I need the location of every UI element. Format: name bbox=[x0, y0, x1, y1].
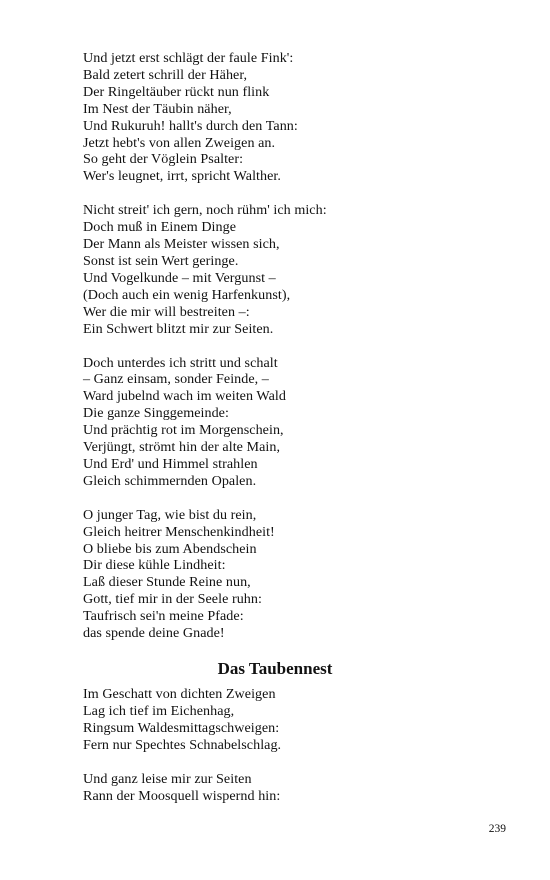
verse-line: Der Ringeltäuber rückt nun flink bbox=[83, 83, 270, 100]
verse-line: Jetzt hebt's von allen Zweigen an. bbox=[83, 134, 276, 151]
verse-line: Und Vogelkunde – mit Vergunst – bbox=[83, 269, 276, 286]
verse-line: Taufrisch sei'n meine Pfade: bbox=[83, 608, 244, 625]
verse-line: Im Geschatt von dichten Zweigen bbox=[83, 686, 276, 702]
verse-line: Die ganze Singgemeinde: bbox=[83, 405, 229, 422]
verse-line: Laß dieser Stunde Reine nun, bbox=[83, 574, 251, 591]
verse-line: Wer's leugnet, irrt, spricht Walther. bbox=[83, 168, 281, 185]
verse-line: Gott, tief mir in der Seele ruhn: bbox=[83, 591, 262, 608]
stanza-5 bbox=[83, 686, 503, 754]
verse-line: Doch muß in Einem Dinge bbox=[83, 219, 237, 236]
verse-line: Ringsum Waldesmittagschweigen: bbox=[83, 719, 280, 736]
verse-line: Lag ich tief im Eichenhag, bbox=[83, 702, 235, 719]
verse-line: das spende deine Gnade! bbox=[83, 625, 225, 642]
verse-line: Nicht streit' ich gern, noch rühm' ich mich: bbox=[83, 202, 327, 219]
page-body bbox=[83, 50, 503, 821]
stanza-4 bbox=[83, 507, 503, 642]
verse-line: O junger Tag, wie bist du rein, bbox=[83, 506, 257, 523]
verse-line: Sonst ist sein Wert geringe. bbox=[83, 252, 239, 269]
verse-line: Und Rukuruh! hallt's durch den Tann: bbox=[83, 117, 298, 134]
verse-line: Und jetzt erst schlägt der faule Fink': bbox=[83, 50, 294, 66]
stanza-1 bbox=[83, 50, 503, 185]
verse-line: Gleich schimmernden Opalen. bbox=[83, 472, 257, 489]
verse-line: Und ganz leise mir zur Seiten bbox=[83, 770, 252, 787]
verse-line: Wer die mir will bestreiten –: bbox=[83, 303, 250, 320]
verse-line: Gleich heitrer Menschenkindheit! bbox=[83, 523, 275, 540]
verse-line: Doch unterdes ich stritt und schalt bbox=[83, 354, 278, 371]
verse-line: (Doch auch ein wenig Harfenkunst), bbox=[83, 286, 291, 303]
verse-line: Ward jubelnd wach im weiten Wald bbox=[83, 388, 286, 405]
poem-title: Das Taubennest bbox=[217, 659, 333, 678]
verse-line: Und Erd' und Himmel strahlen bbox=[83, 455, 258, 472]
verse-line: – Ganz einsam, sonder Feinde, – bbox=[83, 371, 269, 388]
verse-line: Dir diese kühle Lindheit: bbox=[83, 557, 226, 574]
stanza-2 bbox=[83, 202, 503, 337]
stanza-3 bbox=[83, 355, 503, 490]
verse-line: So geht der Vöglein Psalter: bbox=[83, 151, 244, 168]
verse-line: Und prächtig rot im Morgenschein, bbox=[83, 422, 284, 439]
verse-line: Fern nur Spechtes Schnabelschlag. bbox=[83, 736, 282, 753]
verse-line: Im Nest der Täubin näher, bbox=[83, 100, 232, 117]
page-number: 239 bbox=[488, 823, 506, 835]
verse-line: Rann der Moosquell wispernd hin: bbox=[83, 787, 281, 804]
stanza-6 bbox=[83, 771, 503, 805]
verse-line: Verjüngt, strömt hin der alte Main, bbox=[83, 439, 281, 456]
verse-line: Ein Schwert blitzt mir zur Seiten. bbox=[83, 320, 274, 337]
verse-line: Der Mann als Meister wissen sich, bbox=[83, 236, 280, 253]
verse-line: Bald zetert schrill der Häher, bbox=[83, 66, 248, 83]
verse-line: O bliebe bis zum Abendschein bbox=[83, 540, 257, 557]
